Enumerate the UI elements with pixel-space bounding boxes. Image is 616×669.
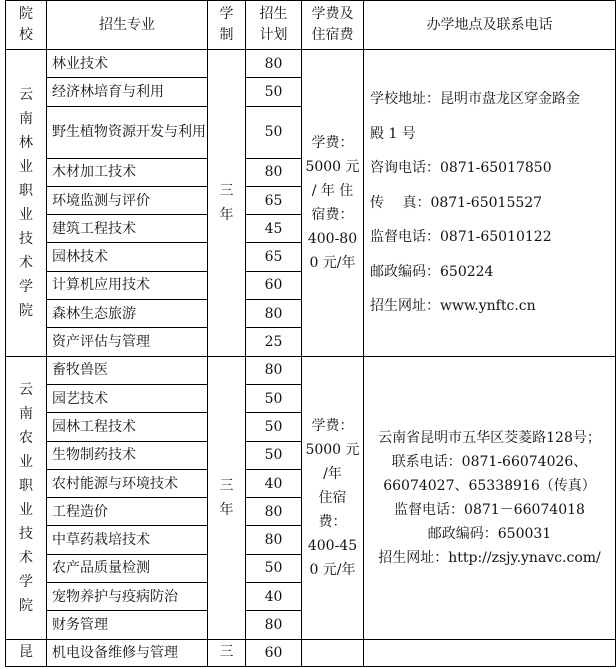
plan-count: 80 — [246, 498, 302, 526]
contact-line: 云南省昆明市五华区茭菱路128号； — [378, 429, 601, 446]
plan-count: 45 — [246, 215, 302, 243]
major-name: 农村能源与环境技术 — [47, 469, 208, 497]
major-name: 环境监测与评价 — [47, 186, 208, 214]
header-plan-text: 招生计划 — [259, 6, 288, 43]
duration-text: 三年 — [219, 477, 234, 518]
duration-cell — [208, 356, 246, 639]
table-row — [6, 356, 616, 384]
header-school-text: 院校 — [19, 6, 33, 43]
table-row — [6, 50, 616, 78]
header-plan — [246, 1, 302, 50]
fee-cell — [302, 50, 364, 357]
major-name: 资产评估与管理 — [47, 328, 208, 356]
major-name: 中草药栽培技术 — [47, 526, 208, 554]
contact-cell — [364, 50, 616, 357]
major-name: 机电设备维修与管理 — [47, 639, 208, 666]
fee-line: 住宿 — [318, 489, 347, 506]
major-name: 农产品质量检测 — [47, 554, 208, 582]
header-contact: 办学地点及联系电话 — [364, 1, 616, 50]
fee-line: 学费： — [311, 417, 354, 434]
major-name: 森林生态旅游 — [47, 300, 208, 328]
major-name: 生物制药技术 — [47, 441, 208, 469]
plan-count: 80 — [246, 611, 302, 639]
major-name: 计算机应用技术 — [47, 271, 208, 299]
plan-count: 80 — [246, 50, 302, 78]
fee-line: 400-45 — [307, 537, 358, 554]
contact-cell — [364, 356, 616, 639]
school-name-cell — [6, 639, 47, 666]
major-name: 林业技术 — [47, 50, 208, 78]
school-name-cell — [6, 356, 47, 639]
plan-count: 80 — [246, 158, 302, 186]
contact-line: 邮政编码：650224 — [370, 263, 494, 280]
fee-line: 400-80 — [307, 230, 358, 247]
plan-count: 80 — [246, 526, 302, 554]
major-name: 工程造价 — [47, 498, 208, 526]
major-name: 宠物养护与疫病防治 — [47, 583, 208, 611]
major-name: 园艺技术 — [47, 384, 208, 412]
duration-cell — [208, 50, 246, 357]
major-name: 财务管理 — [47, 611, 208, 639]
plan-count: 50 — [246, 106, 302, 158]
fee-line: / 年 住 — [311, 182, 354, 199]
plan-count: 50 — [246, 384, 302, 412]
contact-line: 监督电话：0871-65010122 — [370, 229, 552, 246]
header-fee — [302, 1, 364, 50]
header-row — [6, 1, 616, 50]
contact-line: 招生网址：http://zsjy.ynavc.com/ — [378, 549, 601, 566]
fee-line: 5000 元 — [305, 158, 360, 175]
plan-count: 50 — [246, 78, 302, 106]
table-row — [6, 639, 616, 666]
major-name: 园林技术 — [47, 243, 208, 271]
plan-count: 50 — [246, 413, 302, 441]
major-name: 经济林培育与利用 — [47, 78, 208, 106]
contact-line: 联系电话：0871-66074026、 — [391, 453, 588, 470]
contact-line: 咨询电话：0871-65017850 — [370, 160, 552, 177]
plan-count: 40 — [246, 469, 302, 497]
contact-cell — [364, 639, 616, 666]
plan-count: 60 — [246, 639, 302, 666]
major-name: 建筑工程技术 — [47, 215, 208, 243]
contact-line: 学校地址：昆明市盘龙区穿金路金 — [370, 91, 580, 108]
header-duration — [208, 1, 246, 50]
fee-line: 宿费： — [311, 206, 354, 223]
header-major: 招生专业 — [47, 1, 208, 50]
plan-count: 25 — [246, 328, 302, 356]
duration-text: 三年 — [219, 182, 234, 223]
fee-line: 5000 元 — [305, 441, 360, 458]
fee-cell — [302, 356, 364, 639]
contact-line: 邮政编码：650031 — [427, 525, 552, 542]
header-fee-text: 学费及住宿费 — [311, 6, 354, 43]
plan-count: 80 — [246, 356, 302, 384]
major-name: 木材加工技术 — [47, 158, 208, 186]
fee-line: /年 — [323, 465, 342, 482]
plan-count: 50 — [246, 554, 302, 582]
fee-line: 0 元/年 — [309, 254, 356, 271]
plan-count: 80 — [246, 300, 302, 328]
contact-line: 传 真：0871-65015527 — [370, 194, 543, 211]
duration-cell — [208, 639, 246, 666]
header-school — [6, 1, 47, 50]
school-name: 云南林业职业技术学院 — [19, 86, 33, 319]
plan-count: 65 — [246, 243, 302, 271]
major-name: 园林工程技术 — [47, 413, 208, 441]
school-name-cell — [6, 50, 47, 357]
major-name: 野生植物资源开发与利用 — [47, 106, 208, 158]
plan-count: 40 — [246, 583, 302, 611]
plan-count: 60 — [246, 271, 302, 299]
contact-line: 招生网址：www.ynftc.cn — [370, 298, 536, 315]
duration-text: 三 — [219, 643, 234, 660]
contact-line: 66074027、65338916（传真） — [383, 477, 596, 494]
fee-cell — [302, 639, 364, 666]
fee-line: 费： — [318, 513, 347, 530]
plan-count: 65 — [246, 186, 302, 214]
contact-line: 监督电话：0871－66074018 — [394, 501, 585, 518]
school-name: 云南农业职业技术学院 — [19, 381, 33, 614]
plan-count: 50 — [246, 441, 302, 469]
contact-line: 殿 1 号 — [370, 125, 416, 142]
fee-line: 0 元/年 — [309, 561, 356, 578]
admissions-table — [5, 0, 616, 667]
fee-line: 学费： — [311, 134, 354, 151]
header-duration-text: 学制 — [219, 6, 234, 43]
school-name: 昆 — [19, 643, 33, 660]
major-name: 畜牧兽医 — [47, 356, 208, 384]
